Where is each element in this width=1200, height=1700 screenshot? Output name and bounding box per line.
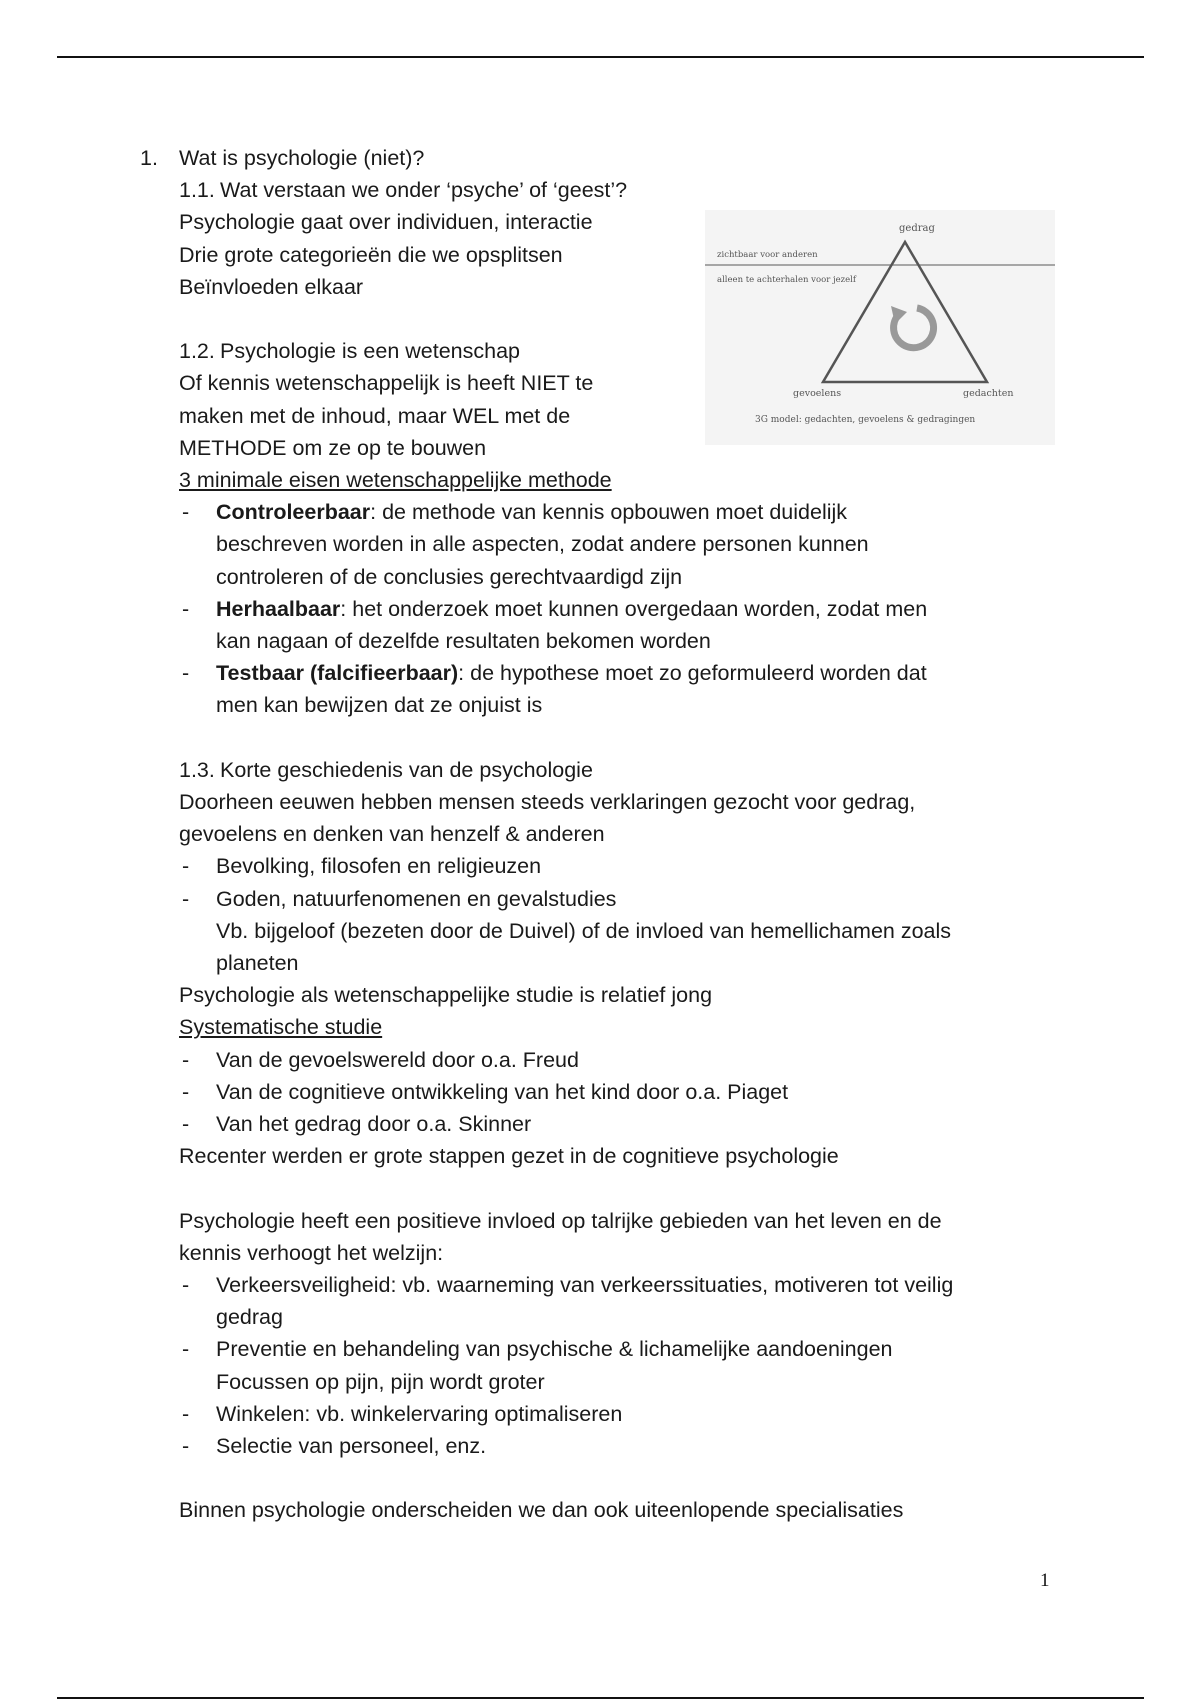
- paragraph-line: maken met de inhoud, maar WEL met de: [179, 403, 571, 428]
- list-item-continuation: Focussen op pijn, pijn wordt groter: [216, 1369, 545, 1394]
- underlined-heading: 3 minimale eisen wetenschappelijke methode: [179, 468, 612, 493]
- list-item: - Controleerbaar: de methode van kennis opbouwen moet duidelijk: [182, 500, 848, 525]
- list-item-continuation: planeten: [216, 951, 299, 976]
- list-item-continuation: kan nagaan of dezelfde resultaten bekomen worden: [216, 629, 711, 654]
- underlined-heading: Systematische studie: [179, 1015, 383, 1040]
- list-item: - Van het gedrag door o.a. Skinner: [182, 1112, 532, 1137]
- subsection-heading-1-2: 1.2. Psychologie is een wetenschap: [179, 339, 520, 364]
- list-item: - Verkeersveiligheid: vb. waarneming van verkeerssituaties, motiveren tot veilig: [182, 1273, 954, 1298]
- label-zichtbaar: zichtbaar voor anderen: [717, 250, 818, 260]
- list-item: - Goden, natuurfenomenen en gevalstudies: [182, 886, 617, 911]
- label-gedachten: gedachten: [963, 388, 1014, 399]
- list-item-continuation: men kan bewijzen dat ze onjuist is: [216, 693, 543, 718]
- paragraph-line: Of kennis wetenschappelijk is heeft NIET te: [179, 371, 594, 396]
- paragraph-line: Binnen psychologie onderscheiden we dan ook uiteenlopende specialisaties: [179, 1498, 904, 1523]
- list-item: - Winkelen: vb. winkelervaring optimaliseren: [182, 1401, 623, 1426]
- list-item: - Selectie van personeel, enz.: [182, 1434, 487, 1459]
- paragraph-line: Psychologie als wetenschappelijke studie is relatief jong: [179, 983, 713, 1008]
- list-item-continuation: controleren of de conclusies gerechtvaardigd zijn: [216, 564, 683, 589]
- label-gedrag: gedrag: [899, 223, 935, 234]
- list-item: - Van de cognitieve ontwikkeling van het kind door o.a. Piaget: [182, 1079, 789, 1104]
- list-item-continuation: beschreven worden in alle aspecten, zodat andere personen kunnen: [216, 532, 869, 557]
- footer-rule: [57, 1697, 1144, 1699]
- paragraph-line: gevoelens en denken van henzelf & anderen: [179, 822, 605, 847]
- paragraph-line: Psychologie gaat over individuen, interactie: [179, 210, 593, 235]
- list-item: - Testbaar (falcifieerbaar): de hypothese moet zo geformuleerd worden dat: [182, 661, 927, 686]
- section-heading: 1. Wat is psychologie (niet)?: [140, 146, 425, 170]
- paragraph-line: Doorheen eeuwen hebben mensen steeds verklaringen gezocht voor gedrag,: [179, 790, 916, 815]
- list-item-continuation: gedrag: [216, 1305, 283, 1330]
- figure-caption: 3G model: gedachten, gevoelens & gedragingen: [755, 415, 976, 425]
- paragraph-line: Beïnvloeden elkaar: [179, 274, 364, 299]
- paragraph-line: Recenter werden er grote stappen gezet in de cognitieve psychologie: [179, 1144, 839, 1169]
- paragraph-line: METHODE om ze op te bouwen: [179, 435, 487, 460]
- list-item: - Preventie en behandeling van psychische & lichamelijke aandoeningen: [182, 1337, 893, 1362]
- page-number: 1: [1040, 1570, 1050, 1591]
- header-rule: [57, 56, 1144, 58]
- list-item: - Bevolking, filosofen en religieuzen: [182, 854, 542, 879]
- 3g-model-diagram: [705, 210, 1055, 445]
- list-item: - Van de gevoelswereld door o.a. Freud: [182, 1047, 579, 1072]
- paragraph-line: Psychologie heeft een positieve invloed op talrijke gebieden van het leven en de: [179, 1208, 942, 1233]
- 3g-model-figure: [705, 210, 1055, 445]
- list-item: - Herhaalbaar: het onderzoek moet kunnen overgedaan worden, zodat men: [182, 596, 928, 621]
- subsection-heading-1-1: 1.1. Wat verstaan we onder ‘psyche’ of ‘geest’?: [179, 178, 628, 203]
- paragraph-line: kennis verhoogt het welzijn:: [179, 1240, 444, 1265]
- label-alleen: alleen te achterhalen voor jezelf: [717, 275, 857, 285]
- paragraph-line: Drie grote categorieën die we opsplitsen: [179, 242, 563, 267]
- subsection-heading-1-3: 1.3. Korte geschiedenis van de psychologie: [179, 757, 593, 782]
- label-gevoelens: gevoelens: [793, 388, 842, 399]
- list-item-continuation: Vb. bijgeloof (bezeten door de Duivel) of de invloed van hemellichamen zoals: [216, 918, 952, 943]
